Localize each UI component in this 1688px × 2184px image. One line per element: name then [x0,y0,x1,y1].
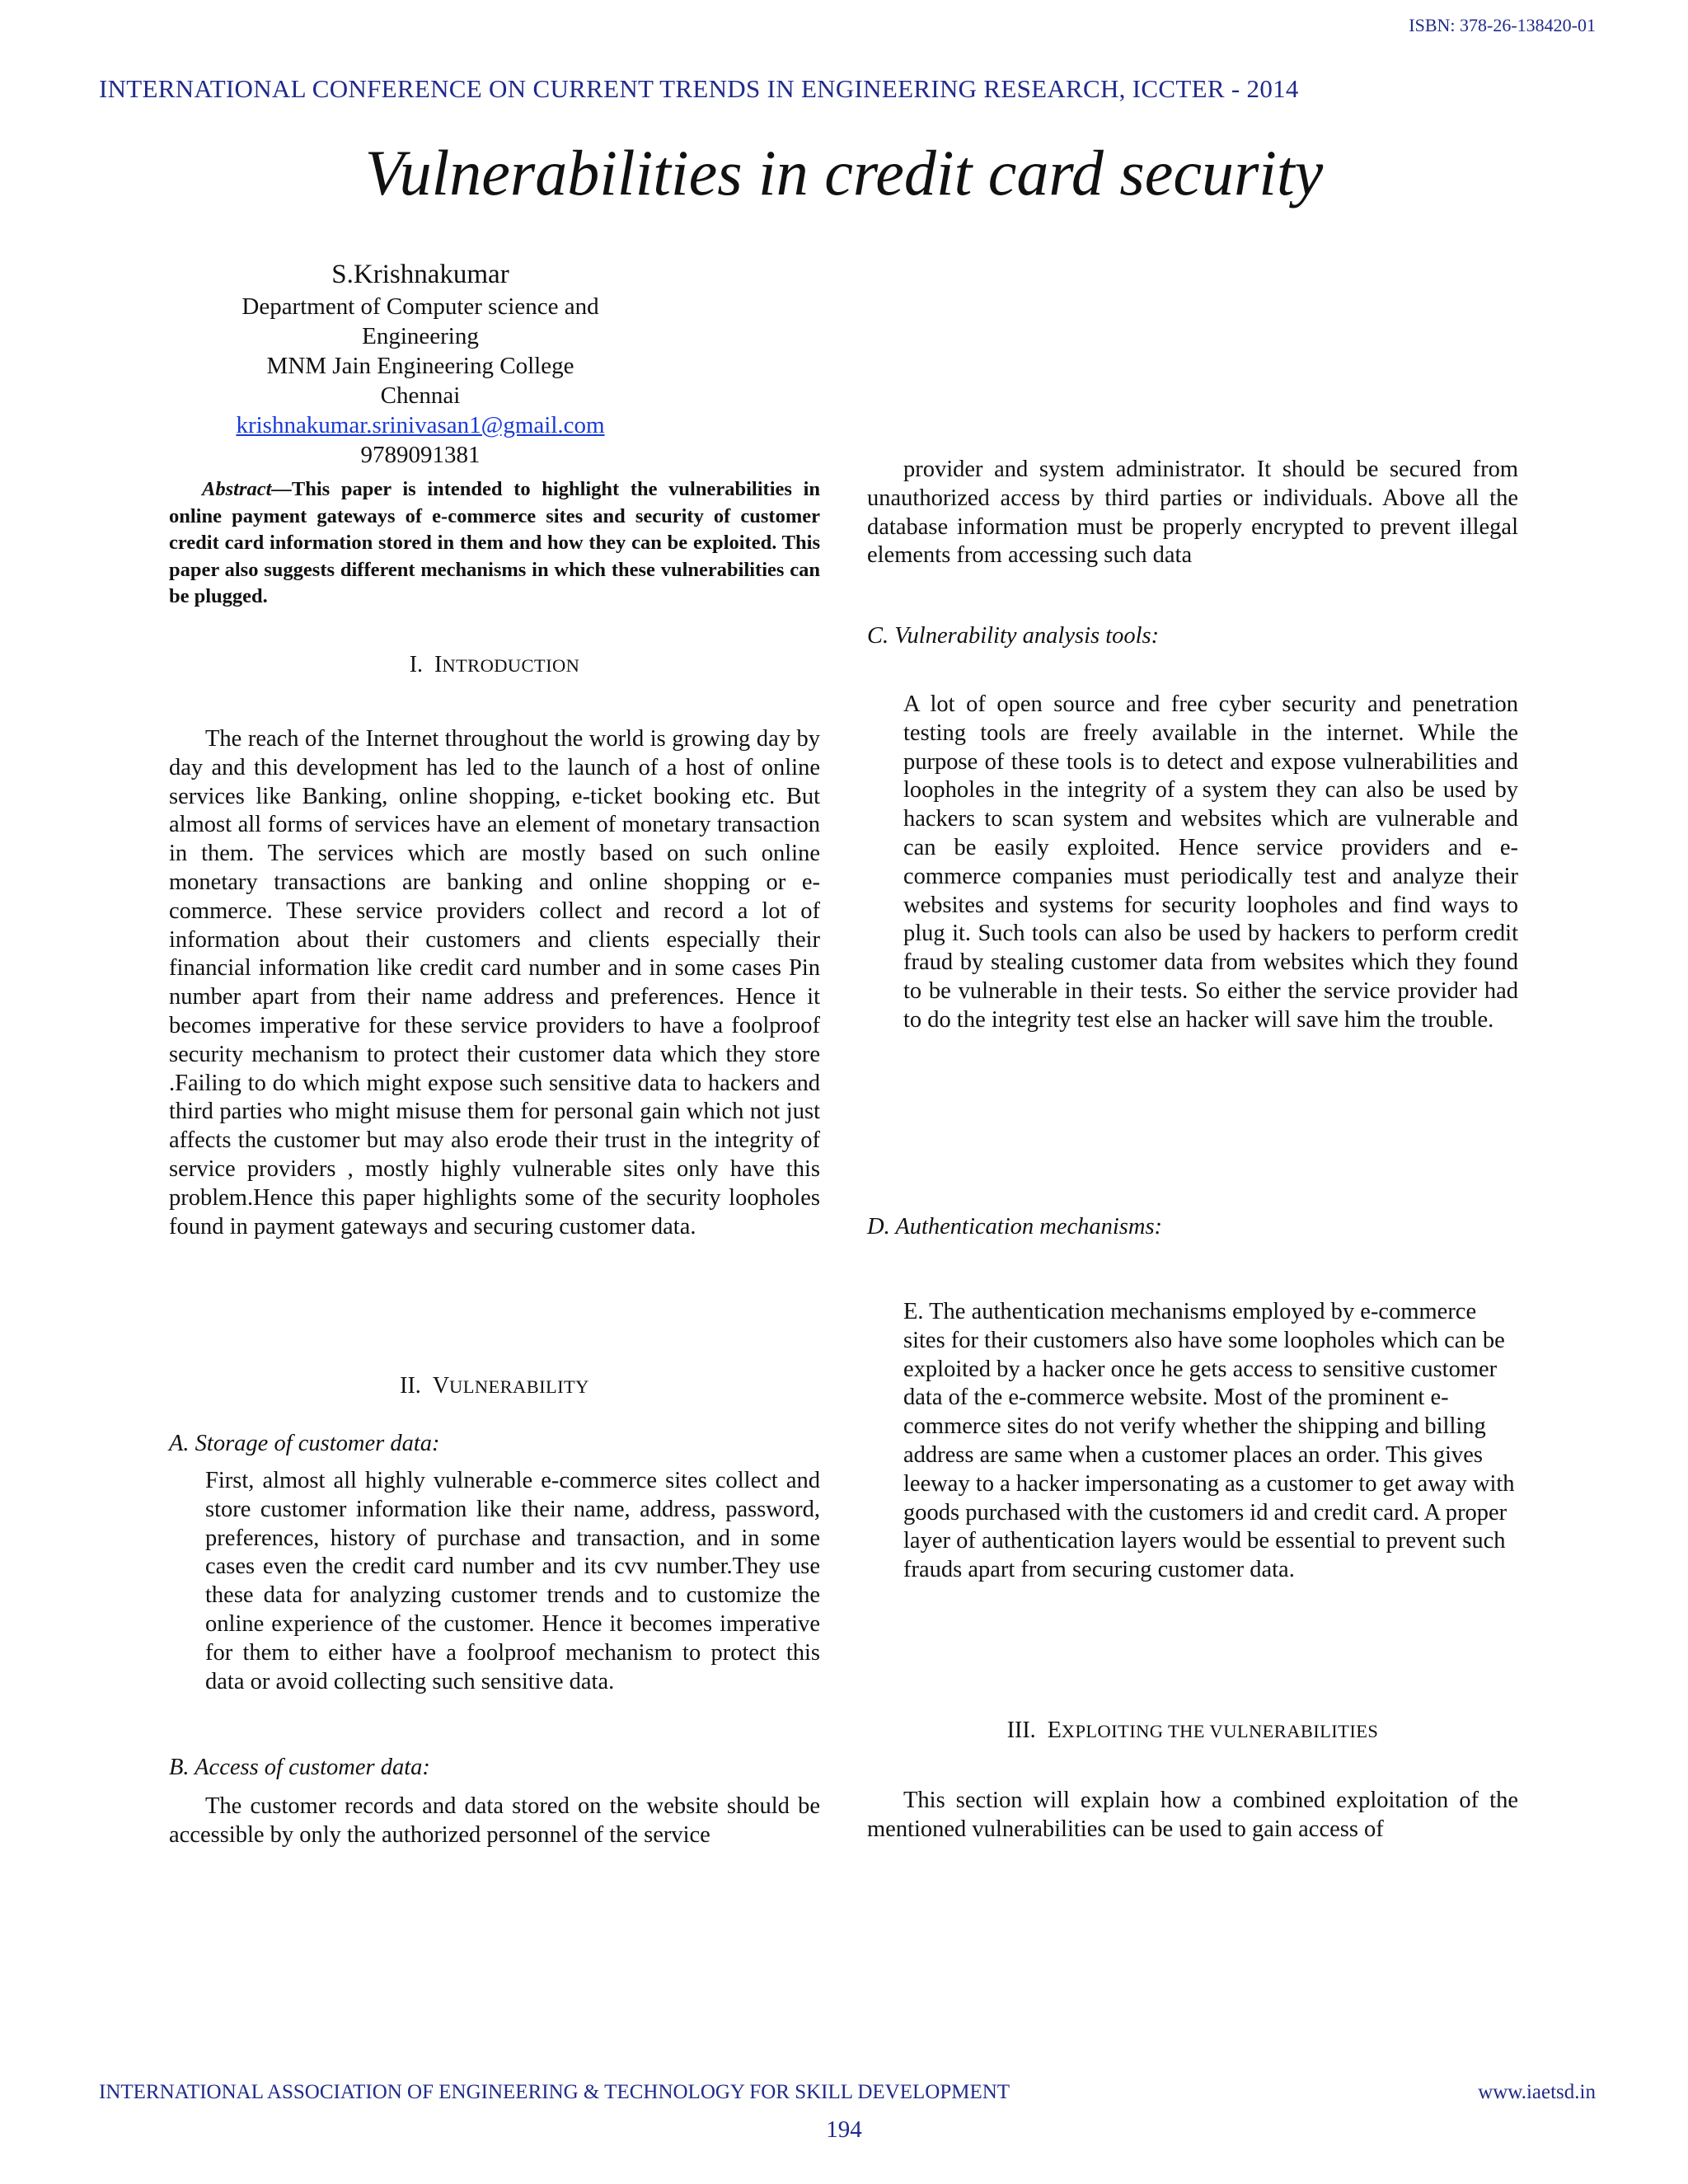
author-email-link[interactable]: krishnakumar.srinivasan1@gmail.com [236,412,605,438]
paper-title: Vulnerabilities in credit card security [364,137,1324,209]
section-number: III. [1006,1718,1036,1743]
section-number: II. [400,1373,421,1399]
footer-website-link[interactable]: www.iaetsd.in [1478,2081,1596,2103]
tools-paragraph: A lot of open source and free cyber security and penetration testing tools are freely available in the internet. While the purpose of these tools is to detect and expose vulnerabilities and loopholes in the integrity of a system they can also be used by hackers to scan system and websites which are vulnerable and can be easily exploited. Hence service providers and e-commerce companies must periodically test and analyze their websites and systems for security loopholes and find ways to plug it. Such tools can also be used by hackers to perform credit fraud by stealing customer data from websites which they found to be vulnerable in their tests. So either the service provider had to do the integrity test else an hacker will save him the trouble. [903,691,1518,1033]
subsection-title-tools: C. Vulnerability analysis tools: [867,623,1160,649]
author-name: S.Krishnakumar [331,260,509,289]
section-title-rest: NTRODUCTION [442,655,580,676]
access-paragraph-right: provider and system administrator. It should be secured from unauthorized access by third parties or individuals. Above all the database information must be properly encrypted to prevent illegal elements from accessing such data [867,457,1518,569]
authentication-paragraph: E. The authentication mechanisms employed by e-commerce sites for their customers also have some loopholes which can be exploited by a hacker once he gets access to sensitive customer data of the e-commerce website. Most of the prominent e-commerce sites do not verify whether the shipping and billing address are same when a customer places an order. This gives leeway to a hacker impersonating as a customer to get away with goods purchased with the customers id and credit card. A proper layer of authentication layers would be essential to prevent such frauds apart from securing customer data. [903,1299,1515,1583]
abstract [169,476,820,611]
subsection-title-access: B. Access of customer data: [169,1755,430,1780]
isbn-label: ISBN: 378-26-138420-01 [1409,15,1596,35]
section-title-first: E [1047,1718,1062,1743]
storage-paragraph: First, almost all highly vulnerable e-commerce sites collect and store customer information like their name, address, password, preferences, history of purchase and transaction, and in some cases even the credit card number and its cvv number.They use these data for analyzing customer trends and to customize the online experience of the customer. Hence it becomes imperative for them to either have a foolproof mechanism to protect this data or avoid collecting such sensitive data. [205,1468,820,1694]
section-title-first: I [434,652,443,677]
section-title-first: V [432,1373,450,1399]
section-heading-exploiting [867,1717,1518,1746]
section-heading-vulnerability [169,1372,820,1402]
section-title-rest: XPLOITING THE VULNERABILITIES [1061,1721,1379,1741]
author-city: Chennai [380,382,461,409]
abstract-lead: Abstract— [202,478,292,500]
access-paragraph-left: The customer records and data stored on the website should be accessible by only the authorized personnel of the service [169,1793,820,1848]
subsection-title-authentication: D. Authentication mechanisms: [867,1214,1163,1240]
footer-organization: INTERNATIONAL ASSOCIATION OF ENGINEERING & TECHNOLOGY FOR SKILL DEVELOPMENT [99,2081,1010,2103]
page-number: 194 [826,2116,862,2143]
author-block [190,257,651,470]
author-college: MNM Jain Engineering College [266,353,574,379]
author-phone: 9789091381 [360,442,481,468]
subsection-title-storage: A. Storage of customer data: [169,1431,440,1456]
abstract-text: This paper is intended to highlight the vulnerabilities in online payment gateways of e-commerce sites and security of customer credit card information stored in them and how they can be exploited. This paper also suggests different mechanisms in which these vulnerabilities can be plugged. [169,478,820,607]
conference-header: INTERNATIONAL CONFERENCE ON CURRENT TRENDS IN ENGINEERING RESEARCH, ICCTER - 2014 [99,74,1299,103]
section-number: I. [409,652,424,677]
introduction-paragraph: The reach of the Internet throughout the world is growing day by day and this development has led to the launch of a host of online services like Banking, online shopping, e-ticket booking etc. But almost all forms of services have an element of monetary transaction in them. The services which are mostly based on such online monetary transactions are banking and online shopping or e-commerce. These service providers collect and record a lot of information about their customers and clients especially their financial information like credit card number and in some cases Pin number apart from their name address and preferences. Hence it becomes imperative for these service providers to have a foolproof security mechanism to protect their customer data which they store .Failing to do which might expose such sensitive data to hackers and third parties who might misuse them for personal gain which not just affects the customer but may also erode their trust in the integrity of service providers , mostly highly vulnerable sites only have this problem.Hence this paper highlights some of the security loopholes found in payment gateways and securing customer data. [169,726,820,1240]
exploiting-paragraph: This section will explain how a combined exploitation of the mentioned vulnerabilities can be used to gain access of [867,1788,1518,1842]
section-heading-introduction [169,651,820,681]
section-title-rest: ULNERABILITY [449,1376,589,1397]
author-department: Department of Computer science and Engineering [241,293,599,349]
